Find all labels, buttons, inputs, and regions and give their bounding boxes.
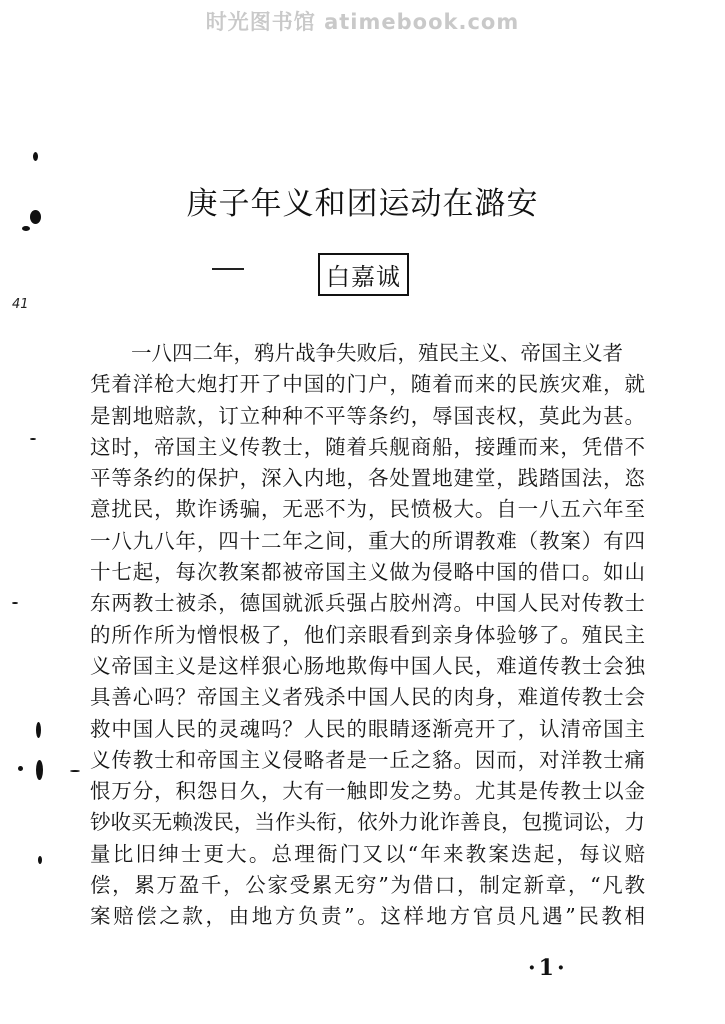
body-line: 凭着洋枪大炮打开了中国的门户，随着而来的民族灾难，就	[90, 372, 645, 397]
scan-speck	[38, 856, 42, 864]
scan-speck	[30, 210, 41, 224]
scan-speck	[70, 770, 80, 772]
body-line: 量比旧绅士更大。总理衙门又以“年来教案迭起，每议赔	[90, 841, 645, 866]
body-line: 一八九八年，四十二年之间，重大的所谓教难（教案）有四	[90, 528, 645, 553]
body-line: 义传教士和帝国主义侵略者是一丘之貉。因而，对洋教士痛	[90, 747, 645, 772]
margin-mark: 41	[12, 297, 29, 312]
body-line: 平等条约的保护，深入内地，各处置地建堂，践踏国法，恣	[90, 466, 645, 491]
body-line: 的所作所为憎恨极了，他们亲眼看到亲身体验够了。殖民主	[90, 622, 645, 647]
scan-speck	[30, 438, 36, 440]
author-dash	[212, 268, 244, 270]
body-line: 十七起，每次教案都被帝国主义做为侵略中国的借口。如山	[90, 560, 645, 585]
scan-speck	[36, 722, 41, 738]
body-line: 意扰民，欺诈诱骗，无恶不为，民愤极大。自一八五六年至	[90, 497, 645, 522]
scan-speck	[18, 766, 23, 771]
author-box	[318, 253, 409, 296]
scan-speck	[22, 226, 30, 231]
body-line: 救中国人民的灵魂吗？人民的眼睛逐渐亮开了，认清帝国主	[90, 716, 645, 741]
site-watermark: 时光图书馆 atimebook.com	[205, 10, 520, 34]
body-line: 是割地赔款，订立种种不平等条约，辱国丧权，莫此为甚。	[90, 403, 645, 428]
article-title: 庚子年义和团运动在潞安	[186, 186, 539, 222]
body-line: 恨万分，积怨日久，大有一触即发之势。尤其是传教士以金	[90, 779, 645, 804]
body-line: 案赔偿之款，由地方负责”。这样地方官员凡遇”民教相	[90, 904, 645, 929]
body-line: 义帝国主义是这样狠心肠地欺侮中国人民，难道传教士会独	[90, 653, 645, 678]
body-line: 具善心吗？帝国主义者残杀中国人民的肉身，难道传教士会	[90, 685, 645, 710]
author-name: 白嘉诚	[318, 253, 409, 296]
scan-speck	[36, 760, 43, 780]
scan-speck	[33, 152, 38, 161]
scan-speck	[12, 602, 18, 604]
page-number: ·1·	[528, 955, 568, 981]
body-line: 偿，累万盈千，公家受累无穷”为借口，制定新章，“凡教	[90, 873, 645, 898]
body-line: 一八四二年，鸦片战争失败后，殖民主义、帝国主义者	[131, 341, 623, 365]
body-paragraph	[90, 338, 645, 933]
body-line: 东两教士被杀，德国就派兵强占胶州湾。中国人民对传教士	[90, 591, 645, 616]
body-line: 这时，帝国主义传教士，随着兵舰商船，接踵而来，凭借不	[90, 434, 645, 459]
body-line: 钞收买无赖泼民，当作头衔，依外力讹诈善良，包揽词讼，力	[90, 810, 645, 835]
